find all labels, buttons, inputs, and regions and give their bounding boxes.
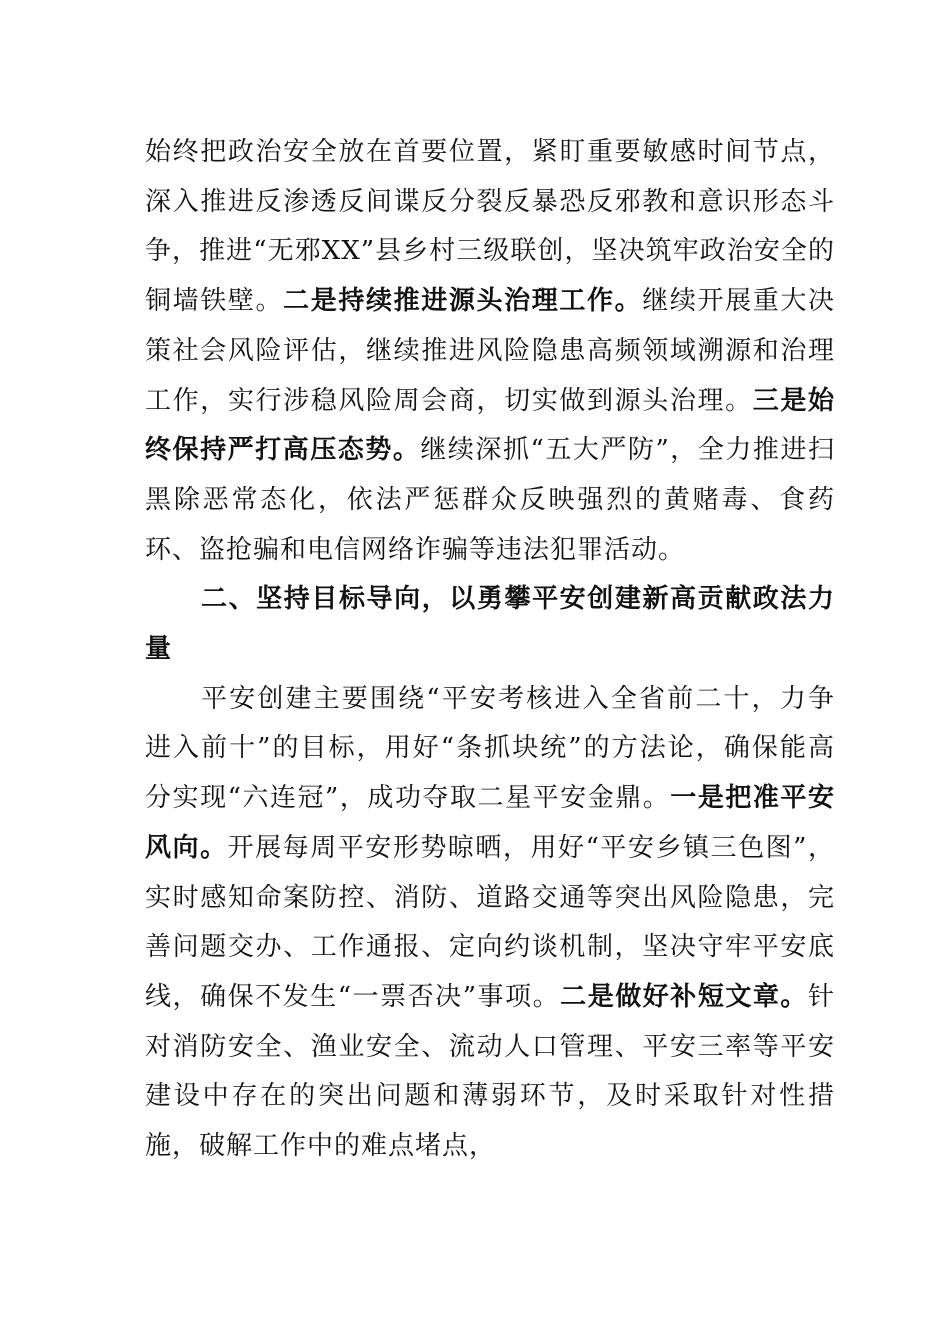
section-heading: 二、坚持目标导向，以勇攀平安创建新高贡献政法力量	[145, 584, 835, 665]
paragraph-text: 平安创建主要围绕“平安考核进入全省前二十，力争进入前十”的目标，用好“条抓块统”的方法论，确保能高分实现“六连冠”，成功夺取二星平安金鼎。	[145, 683, 835, 814]
paragraph-text: 继续开展重大决策社会风险评估，继续推进风险隐患高频领域溯源和治理工作，实行涉稳风险周会商，切实做到源头治理。	[145, 286, 835, 416]
bold-subpoint-one: 一是把准平安风向。	[145, 783, 835, 863]
paragraph-text: 开展每周平安形势晾晒，用好“平安乡镇三色图”，实时感知命案防控、消防、道路交通等突出风险隐患，完善问题交办、工作通报、定向约谈机制，坚决守牢平安底线，确保不发生“一票否决”事项。	[145, 832, 835, 1012]
document-body	[145, 128, 835, 1172]
bold-subpoint-two: 二是持续推进源头治理工作。	[283, 286, 643, 317]
bold-subpoint-two: 二是做好补短文章。	[560, 981, 808, 1012]
paragraph-text: 针对消防安全、渔业安全、流动人口管理、平安三率等平安建设中存在的突出问题和薄弱环节，及时采取针对性措施，破解工作中的难点堵点，	[145, 981, 835, 1162]
paragraph-continuation	[145, 128, 835, 575]
paragraph-text: 始终把政治安全放在首要位置，紧盯重要敏感时间节点，深入推进反渗透反间谍反分裂反暴恐反邪教和意识形态斗争，推进“无邪XX”县乡村三级联创，坚决筑牢政治安全的铜墙铁壁。	[145, 137, 835, 317]
paragraph-text: 继续深抓“五大严防”，全力推进扫黑除恶常态化，依法严惩群众反映强烈的黄赌毒、食药环、盗抢骗和电信网络诈骗等违法犯罪活动。	[145, 435, 835, 565]
bold-subpoint-three: 三是始终保持严打高压态势。	[145, 385, 835, 466]
paragraph-safety-building	[145, 675, 835, 1172]
